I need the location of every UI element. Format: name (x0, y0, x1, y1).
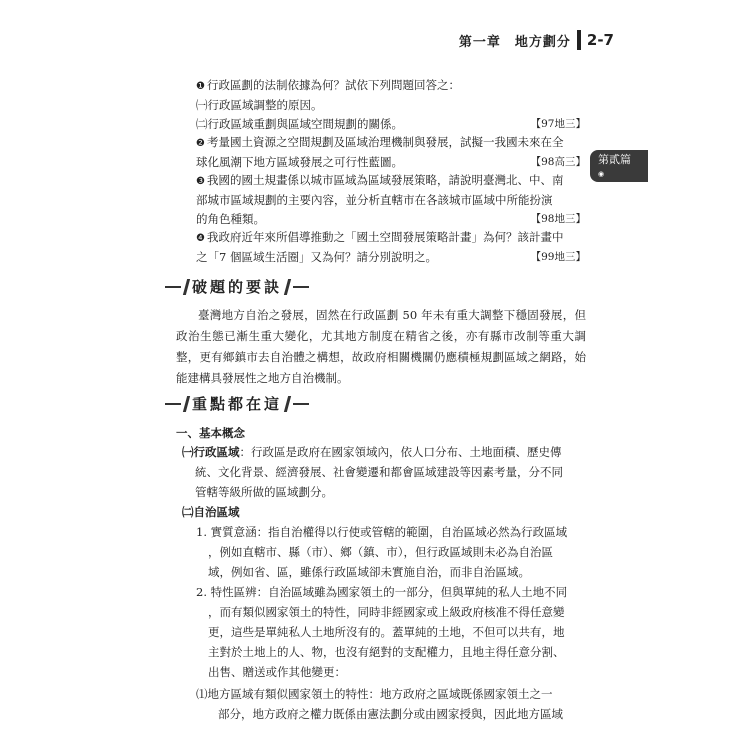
section-heading-key-points (165, 393, 309, 414)
definition-text: 2. 特性區辨：自治區域雖為國家領土的一部分，但與單純的私人土地不同 (196, 585, 568, 599)
term-label: ㈡自治區域 (182, 505, 240, 519)
heading-rule (293, 403, 309, 405)
definition-text: ⑴地方區域有類似國家領土的特性：地方政府之區域既係國家領土之一 (196, 687, 553, 701)
definition-text: ，例如直轄市、縣（市）、鄉（鎮、市），但行政區域則未必為自治區 (208, 545, 553, 559)
definition-text: 管轄等級所做的區域劃分。 (195, 485, 333, 499)
heading-slash (284, 396, 291, 412)
question-text: 我政府近年來所倡導推動之「國土空間發展策略計畫」為何？該計畫中 (206, 230, 564, 244)
exam-source-tag: 【97地三】 (530, 118, 586, 130)
definition-text: 1. 實質意涵：指自治權得以行使或管轄的範圍，自治區域必然為行政區域 (196, 525, 568, 539)
term-label: ㈠行政區域 (182, 445, 240, 459)
heading-rule (165, 286, 181, 288)
part-tab-label: 第貳篇 (598, 153, 631, 166)
item-substantive-meaning (196, 522, 588, 582)
header-divider (577, 30, 581, 50)
part-tab-mark-icon: ◉ (598, 170, 605, 178)
question-text: 行政區劃的法制依據為何？試依下列問題回答之： (206, 78, 460, 92)
section-title: 破題的要訣 (192, 278, 283, 296)
question-text: 我國的國土規畫係以城市區域為區域發展策略，請說明臺灣北、中、南 (206, 173, 564, 187)
subsection-heading: 一、基本概念 (176, 426, 245, 440)
exam-question-2 (196, 133, 586, 172)
question-text: 之「7 個區域生活圈」又為何？請分別說明之。 (196, 250, 437, 264)
definition-text: 主對於土地上的人、物，也沒有絕對的支配權力，且地主得任意分割、 (208, 645, 565, 659)
exam-question-1 (196, 76, 586, 134)
definition-text: 域，例如省、區，雖係行政區域卻未實施自治，而非自治區域。 (208, 565, 530, 579)
definition-text: ，而有類似國家領土的特性，同時非經國家或上級政府核准不得任意變 (208, 605, 565, 619)
definition-text: 更，這些是單純私人土地所沒有的。蓋單純的土地，不但可以共有，地 (208, 625, 565, 639)
question-number: ❷ (196, 138, 205, 149)
heading-rule (165, 403, 181, 405)
item-characteristics (196, 582, 588, 682)
exam-source-tag: 【99地三】 (530, 251, 586, 263)
page-number: 2-7 (586, 31, 614, 49)
question-text: 部城市區域規劃的主要內容，並分析直轄市在各該城市區域中所能扮演 (196, 193, 553, 207)
definition-text: 出售、贈送或作其他變更： (208, 665, 346, 679)
heading-slash (183, 279, 190, 295)
chapter-title: 第一章 地方劃分 (458, 34, 571, 50)
item-territory-traits (196, 684, 588, 724)
definition-text: 統、文化背景、經濟發展、社會變遷和都會區域建設等因素考量，分不同 (195, 465, 563, 479)
section-title: 重點都在這 (192, 395, 283, 413)
tips-paragraph: 臺灣地方自治之發展，固然在行政區劃 50 年未有重大調整下穩固發展，但政治生態已漸生重大變化，尤其地方制度在精省之後，亦有縣市改制等重大調整，更有鄉鎮市去自治體之構想，故政府相關機關仍應積極規劃區域之網路，始能建構具發展性之地方自治機制。 (176, 308, 586, 385)
heading-slash (284, 279, 291, 295)
exam-source-tag: 【98地三】 (530, 213, 586, 225)
item-administrative-region (182, 442, 588, 502)
definition-text: ：行政區是政府在國家領域內，依人口分布、土地面積、歷史傳 (239, 445, 562, 459)
question-text: 的角色種類。 (196, 212, 265, 226)
exam-question-3 (196, 171, 586, 229)
question-number: ❶ (196, 81, 205, 92)
definition-text: 部分，地方政府之權力既係由憲法劃分或由國家授與，因此地方區域 (218, 707, 563, 721)
section-heading-tips (165, 276, 309, 297)
question-subitem: ㈡行政區域重劃與區域空間規劃的關係。 (196, 117, 403, 131)
question-text: 考量國土資源之空間規劃及區域治理機制與發展，試擬一我國未來在全 (206, 135, 564, 149)
question-text: 球化風潮下地方區域發展之可行性藍圖。 (196, 155, 403, 169)
heading-rule (293, 286, 309, 288)
question-number: ❹ (196, 233, 205, 244)
exam-source-tag: 【98高三】 (530, 156, 586, 168)
question-number: ❸ (196, 176, 205, 187)
question-subitem: ㈠行政區域調整的原因。 (196, 98, 323, 112)
heading-slash (183, 396, 190, 412)
running-header (459, 30, 614, 50)
exam-question-4 (196, 228, 586, 267)
part-tab (590, 150, 648, 182)
